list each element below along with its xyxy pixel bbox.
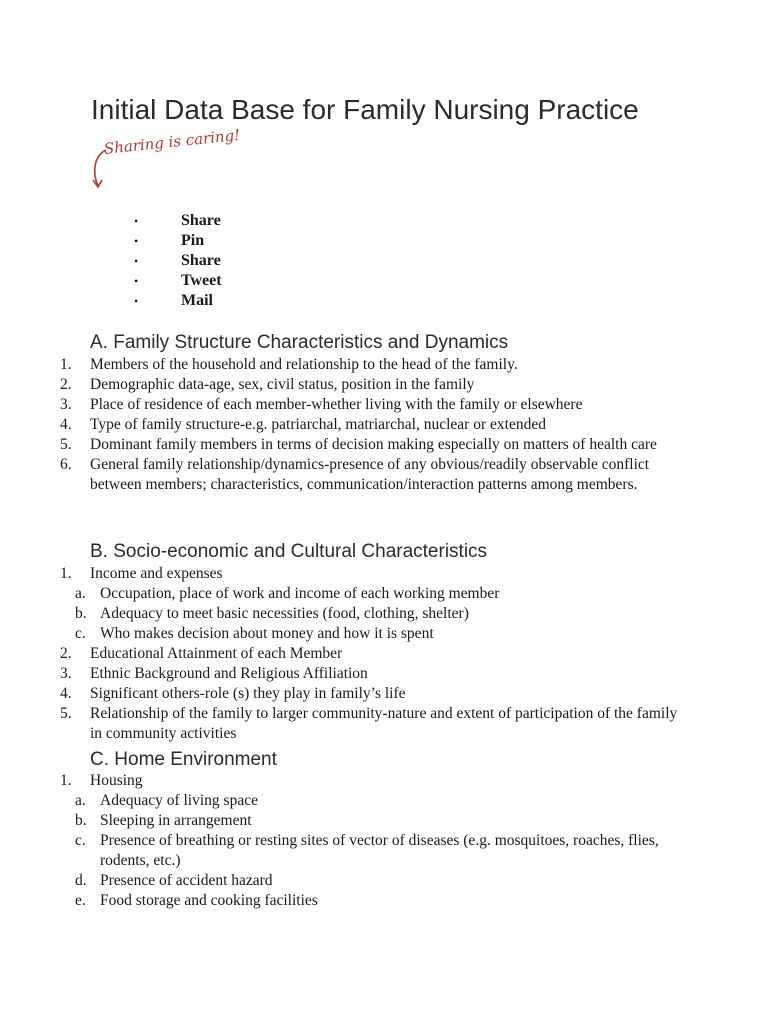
list-item [0, 791, 768, 811]
list-item [0, 375, 768, 395]
list-item [0, 604, 768, 624]
list-item-text: General family relationship/dynamics-presence of any obvious/readily observable conflict between members; characteristics, communication/interaction patterns among members. [90, 456, 650, 493]
list-item [0, 415, 768, 435]
list-item-text: Demographic data-age, sex, civil status, position in the family [90, 376, 475, 393]
list-marker: 5. [60, 705, 72, 722]
list-item [0, 355, 768, 375]
list-marker: 3. [60, 396, 72, 413]
list-item-text: Place of residence of each member-whether living with the family or elsewhere [90, 396, 583, 413]
list-marker: 2. [60, 645, 72, 662]
list-item-text: Adequacy to meet basic necessities (food, clothing, shelter) [100, 605, 469, 622]
list-item-text: Sleeping in arrangement [100, 812, 252, 829]
pin-button[interactable]: Pin [181, 232, 205, 249]
bullet-icon: • [134, 274, 139, 288]
list-marker: 1. [60, 565, 72, 582]
list-marker: b. [75, 605, 87, 622]
list-item [0, 624, 768, 644]
list-marker: e. [75, 892, 86, 909]
list-item-text: Educational Attainment of each Member [90, 645, 343, 662]
list-item [0, 811, 768, 831]
list-item-text: Dominant family members in terms of decision making especially on matters of health care [90, 436, 657, 453]
list-item-text: Housing [90, 772, 143, 789]
list-item [0, 771, 768, 791]
list-item-text: Relationship of the family to larger community-nature and extent of participation of the family in community activities [90, 705, 678, 742]
list-item [0, 831, 768, 871]
list-marker: d. [75, 872, 87, 889]
list-item-text: Members of the household and relationship to the head of the family. [90, 356, 518, 373]
section-list [0, 355, 768, 495]
list-marker: 6. [60, 456, 72, 473]
list-marker: 1. [60, 772, 72, 789]
list-marker: c. [75, 625, 86, 642]
list-item [0, 871, 768, 891]
bullet-icon: • [134, 214, 139, 228]
list-item [0, 891, 768, 911]
list-marker: 5. [60, 436, 72, 453]
list-item-text: Significant others-role (s) they play in family’s life [90, 685, 406, 702]
section-list [0, 771, 768, 911]
section-list [0, 564, 768, 744]
list-item-text: Income and expenses [90, 565, 223, 582]
list-marker: 4. [60, 416, 72, 433]
bullet-icon: • [134, 234, 139, 248]
list-item [0, 584, 768, 604]
sharing-note-text: Sharing is caring! [103, 125, 241, 158]
page-title: Initial Data Base for Family Nursing Practice [91, 94, 639, 125]
share-button[interactable]: Share [181, 252, 221, 269]
list-item [0, 644, 768, 664]
list-marker: a. [75, 585, 86, 602]
list-item [0, 395, 768, 415]
list-item-text: Presence of breathing or resting sites of vector of diseases (e.g. mosquitoes, roaches, flies, rodents, etc.) [100, 832, 659, 869]
list-item-text: Presence of accident hazard [100, 872, 273, 889]
section-heading: A. Family Structure Characteristics and Dynamics [90, 332, 509, 353]
tweet-button[interactable]: Tweet [181, 272, 222, 289]
list-marker: 3. [60, 665, 72, 682]
list-marker: a. [75, 792, 86, 809]
share-button[interactable]: Share [181, 212, 221, 229]
list-item-text: Type of family structure-e.g. patriarchal, matriarchal, nuclear or extended [90, 416, 546, 433]
list-marker: b. [75, 812, 87, 829]
list-item-text: Food storage and cooking facilities [100, 892, 318, 909]
sharing-note [90, 125, 250, 194]
bullet-icon: • [134, 254, 139, 268]
mail-button[interactable]: Mail [181, 292, 213, 309]
list-item [0, 664, 768, 684]
list-item-text: Ethnic Background and Religious Affiliation [90, 665, 368, 682]
list-item [0, 435, 768, 455]
list-marker: 2. [60, 376, 72, 393]
bullet-icon: • [134, 294, 139, 308]
list-marker: 4. [60, 685, 72, 702]
list-item-text: Who makes decision about money and how it is spent [100, 625, 434, 642]
list-item-text: Occupation, place of work and income of each working member [100, 585, 500, 602]
section-heading: B. Socio-economic and Cultural Characteristics [90, 541, 488, 562]
list-item [0, 455, 768, 495]
list-marker: 1. [60, 356, 72, 373]
list-item [0, 684, 768, 704]
list-marker: c. [75, 832, 86, 849]
list-item [0, 564, 768, 584]
list-item-text: Adequacy of living space [100, 792, 258, 809]
section-heading: C. Home Environment [90, 749, 277, 770]
list-item [0, 704, 768, 744]
